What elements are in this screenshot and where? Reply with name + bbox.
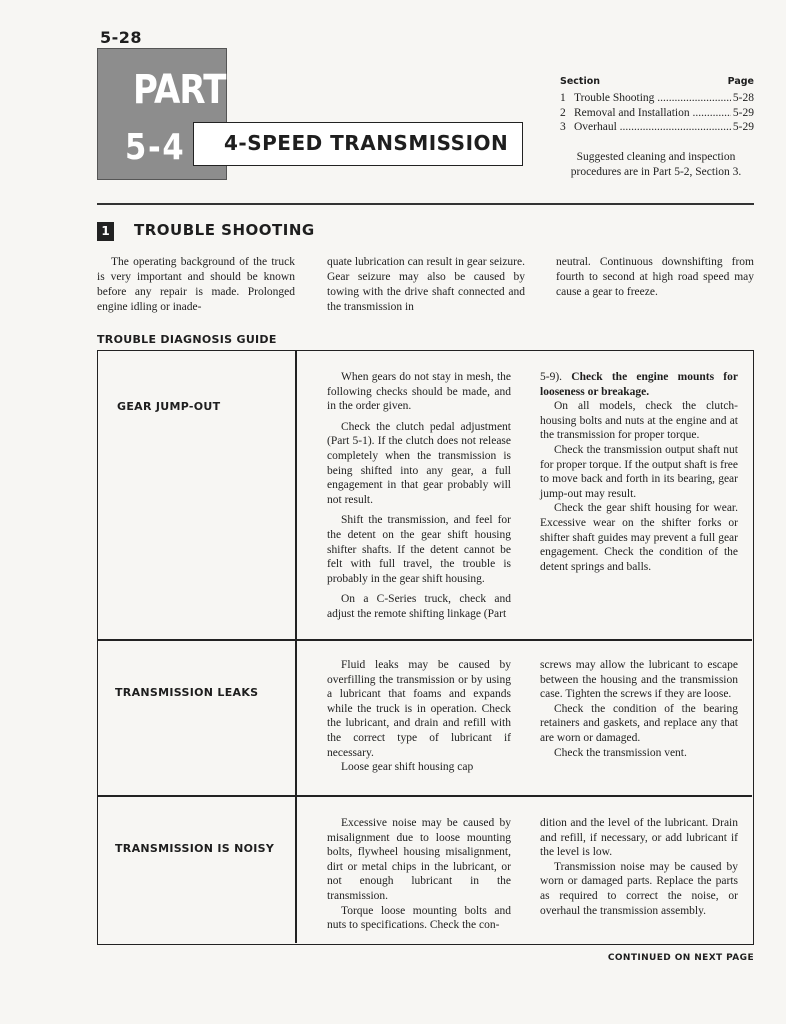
guide-title: TROUBLE DIAGNOSIS GUIDE	[97, 333, 277, 346]
section-column-label: Section	[560, 76, 601, 87]
remedy-paragraph: Check the condition of the bearing retainers and gaskets, and replace any that are worn or damaged.	[540, 702, 738, 744]
intro-column-3	[556, 255, 754, 300]
remedy-paragraph: Check the transmission output shaft nut for proper torque. If the output shaft is free to move back and forth in its bearing, gear jump-out may result.	[540, 443, 738, 500]
remedy-paragraph: Shift the transmission, and feel for the detent on the gear shift housing shifter shafts. If the detent cannot be felt with full travel, the trouble is probably in the gear shift housing.	[327, 514, 511, 585]
remedy-text	[327, 816, 511, 933]
toc-title: Overhaul .....	[574, 120, 731, 135]
intro-column-2	[327, 255, 525, 315]
toc-number: 3	[560, 121, 566, 133]
intro-paragraph: neutral. Continuous downshifting from fourth to second at high road speed may cause a gear to freeze.	[556, 256, 754, 298]
remedy-paragraph: Torque loose mounting bolts and nuts to specifications. Check the con-	[327, 904, 511, 932]
remedy-text	[540, 658, 738, 760]
remedy-text	[540, 370, 738, 574]
remedy-paragraph: Fluid leaks may be caused by overfilling the transmission or by using a lubricant that foams and expands while the truck is in operation. Check the lubricant, and drain and refill with the correct type of lubricant if necessary.	[327, 659, 511, 759]
remedy-text	[540, 816, 738, 918]
toc-page: 5-29	[732, 121, 754, 133]
remedy-text	[327, 370, 511, 622]
remedy-paragraph: Check the clutch pedal adjustment (Part 5-1). If the clutch does not release completely when the transmission is being shifted into any gear, a full engagement in that gear probably will not result.	[327, 420, 511, 506]
toc-number: 1	[560, 92, 566, 104]
remedy-paragraph: Excessive noise may be caused by misalignment due to loose mounting bolts, flywheel housing misalignment, dirt or metal chips in the lubricant, or not enough lubricant in the transmission.	[327, 817, 511, 902]
toc-title: Removal and Installation .....	[574, 106, 731, 121]
part-word: PART	[133, 67, 226, 113]
page-number: 5-28	[100, 28, 143, 47]
continued-note: CONTINUED ON NEXT PAGE	[607, 953, 754, 963]
part-title: 4-SPEED TRANSMISSION	[224, 131, 509, 155]
toc-entry[interactable]	[560, 91, 754, 106]
symptom-label: TRANSMISSION IS NOISY	[115, 842, 275, 855]
section-index-header	[560, 76, 754, 87]
toc-note: Suggested cleaning and inspection procedures are in Part 5-2, Section 3.	[570, 151, 742, 178]
remedy-emphasis: Check the engine mounts for looseness or breakage.	[540, 371, 738, 398]
toc-entry[interactable]	[560, 106, 754, 121]
remedy-paragraph: Transmission noise may be caused by worn or damaged parts. Replace the parts as required to correct the noise, or overhaul the transmission assembly.	[540, 860, 738, 917]
remedy-paragraph: Check the transmission vent.	[554, 746, 687, 759]
remedy-paragraph: On a C-Series truck, check and adjust the remote shifting linkage (Part	[327, 593, 511, 620]
remedy-paragraph: When gears do not stay in mesh, the following checks should be made, and in the order given.	[327, 371, 511, 413]
remedy-paragraph: Check the gear shift housing for wear. Excessive wear on the shifter forks or shifter shaft guides may prevent a full gear engagement. Check the condition of the detent springs and balls.	[540, 502, 738, 573]
column-divider	[295, 351, 297, 943]
section-number-badge: 1	[97, 222, 114, 241]
remedy-paragraph	[540, 370, 738, 399]
remedy-paragraph: On all models, check the clutch-housing bolts and nuts at the engine and at the transmission for proper torque.	[540, 400, 738, 442]
remedy-paragraph: screws may allow the lubricant to escape between the housing and the transmission case. Tighten the screws if they are loose.	[540, 659, 738, 701]
remedy-text	[327, 658, 511, 775]
section-title: TROUBLE SHOOTING	[134, 221, 315, 239]
remedy-paragraph: Loose gear shift housing cap	[341, 761, 474, 774]
toc-page: 5-28	[732, 92, 754, 104]
toc-number: 2	[560, 106, 566, 119]
toc-entry[interactable]	[560, 120, 754, 135]
intro-paragraph: quate lubrication can result in gear seizure. Gear seizure may also be caused by towing with the drive shaft connected and the transmission in	[327, 256, 525, 313]
part-number: 5-4	[125, 127, 186, 168]
symptom-label: GEAR JUMP-OUT	[117, 400, 221, 413]
remedy-lead: 5-9).	[540, 371, 563, 383]
row-divider	[98, 795, 752, 797]
row-divider	[98, 639, 752, 641]
toc-page: 5-29	[732, 106, 754, 119]
intro-column-1	[97, 255, 295, 315]
toc-title: Trouble Shooting .....	[574, 91, 731, 106]
intro-paragraph: The operating background of the truck is very important and should be known before any repair is made. Prolonged engine idling or inade-	[97, 256, 295, 313]
header-rule	[97, 203, 754, 205]
page-column-label: Page	[727, 76, 754, 87]
remedy-paragraph: dition and the level of the lubricant. Drain and refill, if necessary, or add lubricant if the level is low.	[540, 817, 738, 859]
symptom-label: TRANSMISSION LEAKS	[115, 686, 259, 699]
section-index	[560, 76, 754, 135]
